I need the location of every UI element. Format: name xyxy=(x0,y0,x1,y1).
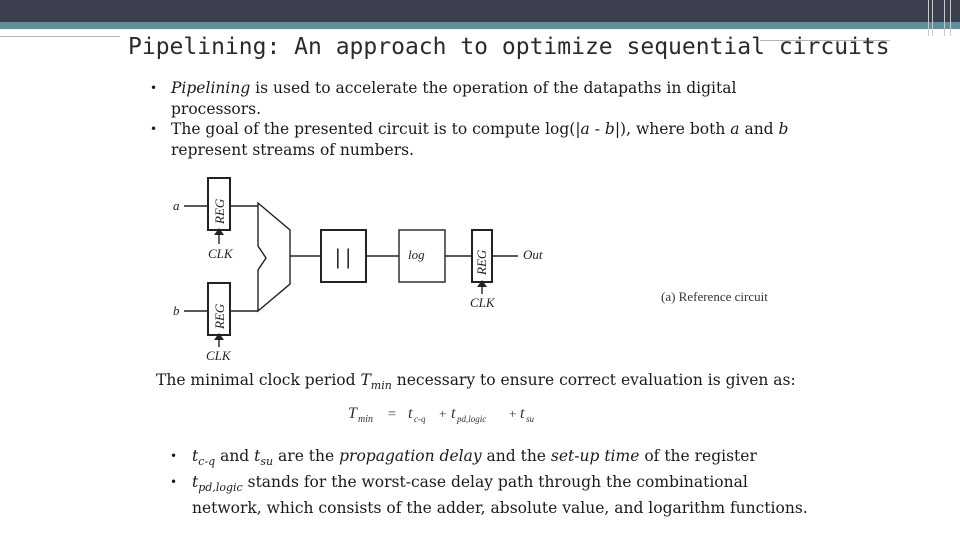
bullet-text: - xyxy=(589,120,605,138)
definitions-bullet-list xyxy=(170,446,810,519)
var-a: a xyxy=(580,120,590,138)
symbol-sub: pd,logic xyxy=(198,481,243,495)
tmin-text: necessary to ensure correct evaluation is given as: xyxy=(391,371,796,389)
symbol-sub: su xyxy=(260,455,274,469)
formula-t3-sub: su xyxy=(526,414,535,424)
symbol-sub: c-q xyxy=(198,455,216,469)
input-a-label: a xyxy=(173,198,180,213)
bullet-pipelining xyxy=(150,78,810,119)
tmin-formula xyxy=(346,404,546,430)
symbol-t: t xyxy=(254,447,261,465)
output-label: Out xyxy=(523,247,543,262)
formula-lhs: T xyxy=(348,405,357,422)
bullet-text: The goal of the presented circuit is to compute log(| xyxy=(171,120,581,138)
formula-lhs-sub: min xyxy=(358,414,373,425)
clk-out-label: CLK xyxy=(470,295,495,310)
tmin-text: The minimal clock period xyxy=(156,371,361,389)
symbol-t: t xyxy=(192,473,199,492)
log-label: log xyxy=(408,247,425,262)
tmin-symbol: T xyxy=(360,371,371,389)
formula-plus: + xyxy=(509,406,517,421)
bullet-text: are the xyxy=(273,447,340,465)
formula-plus: + xyxy=(439,406,447,421)
bullet-text: of the register xyxy=(639,447,757,465)
header-bar xyxy=(0,0,960,22)
bullet-term: Pipelining xyxy=(171,79,251,97)
formula-t1: t xyxy=(408,405,413,422)
bullet-text: |), where both xyxy=(614,120,731,138)
clk-a-label: CLK xyxy=(208,246,233,261)
formula-t2: t xyxy=(451,405,456,422)
term-propagation-delay: propagation delay xyxy=(339,447,482,465)
bullet-text: stands for the worst-case delay path through the combinational network, which consists of the adder, absolute value, and logarithm functions. xyxy=(192,473,808,518)
symbol-t: t xyxy=(192,447,199,465)
bullet-register-times xyxy=(170,446,810,472)
formula-t1-sub: c-q xyxy=(414,414,426,424)
tmin-sentence xyxy=(156,371,796,392)
title-rule-left xyxy=(0,36,120,37)
bullet-text: and xyxy=(215,447,255,465)
bullet-logic-delay xyxy=(170,472,810,519)
formula-t3: t xyxy=(520,405,525,422)
register-a-label: REG xyxy=(212,198,227,224)
abs-label: | | xyxy=(335,244,351,269)
tmin-subscript: min xyxy=(370,379,392,393)
term-setup-time: set-up time xyxy=(550,447,640,465)
formula-t2-sub: pd,logic xyxy=(457,414,487,424)
header-decoration xyxy=(920,0,960,36)
bullet-text: is used to accelerate the operation of the datapaths in digital processors. xyxy=(171,79,737,118)
adder-block xyxy=(258,203,290,311)
slide-title: Pipelining: An approach to optimize sequential circuits xyxy=(128,34,890,60)
var-b: b xyxy=(778,120,789,138)
var-a: a xyxy=(730,120,740,138)
input-b-label: b xyxy=(173,303,180,318)
intro-bullet-list xyxy=(150,78,810,160)
formula-equals: = xyxy=(388,407,396,422)
bullet-text: and the xyxy=(481,447,551,465)
bullet-text: and xyxy=(739,120,779,138)
var-b: b xyxy=(604,120,615,138)
clk-b-label: CLK xyxy=(206,348,231,363)
diagram-caption: (a) Reference circuit xyxy=(661,289,768,304)
register-out-label: REG xyxy=(474,249,489,275)
reference-circuit-diagram xyxy=(168,172,560,366)
bullet-text: represent streams of numbers. xyxy=(171,140,414,159)
bullet-goal xyxy=(150,119,810,160)
header-accent-bar xyxy=(0,22,960,29)
register-b-label: REG xyxy=(212,303,227,329)
